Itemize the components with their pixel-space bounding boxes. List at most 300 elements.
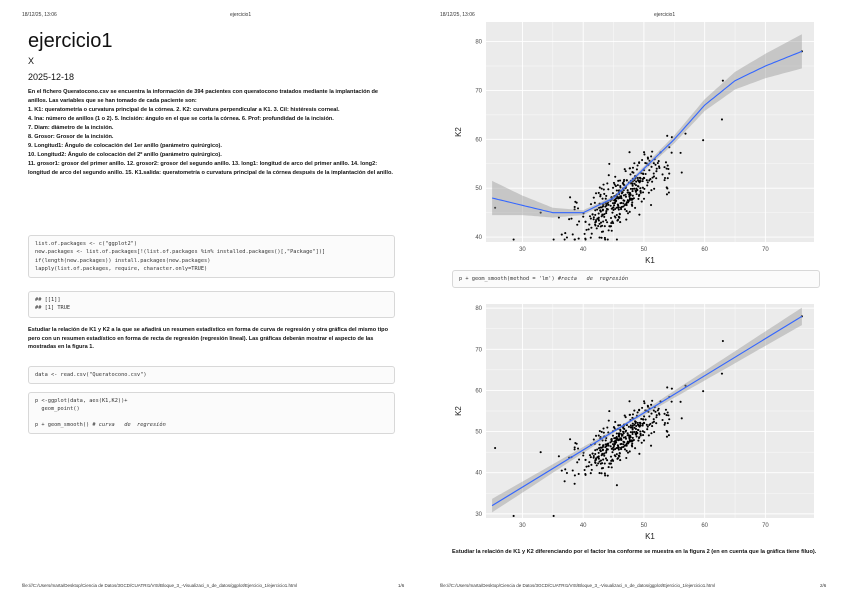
data-point — [612, 202, 614, 204]
data-point — [643, 198, 645, 200]
data-point — [612, 209, 614, 211]
data-point — [624, 168, 626, 170]
data-point — [632, 167, 634, 169]
data-point — [638, 409, 640, 411]
data-point — [614, 454, 616, 456]
data-point — [590, 227, 592, 229]
data-point — [629, 450, 631, 452]
data-point — [599, 237, 601, 239]
data-point — [668, 173, 670, 175]
data-point — [623, 194, 625, 196]
data-point — [604, 237, 606, 239]
data-point — [628, 151, 630, 153]
data-point — [584, 221, 586, 223]
data-point — [618, 209, 620, 211]
data-point — [637, 440, 639, 442]
data-point — [614, 202, 616, 204]
data-point — [648, 434, 650, 436]
data-point — [653, 172, 655, 174]
data-point — [605, 451, 607, 453]
data-point — [590, 456, 592, 458]
data-point — [653, 431, 655, 433]
data-point — [553, 515, 555, 517]
data-point — [648, 169, 650, 171]
x-tick-label: 50 — [640, 523, 648, 529]
x-tick-label: 60 — [701, 523, 709, 529]
data-point — [667, 165, 669, 167]
data-point — [623, 179, 625, 181]
data-point — [574, 448, 576, 450]
data-point — [721, 373, 723, 375]
data-point — [642, 425, 644, 427]
data-point — [585, 466, 587, 468]
data-point — [619, 432, 621, 434]
data-point — [658, 160, 660, 162]
data-point — [627, 212, 629, 214]
data-point — [561, 234, 563, 236]
data-point — [595, 219, 597, 221]
data-point — [610, 460, 612, 462]
data-point — [647, 156, 649, 158]
data-point — [616, 458, 618, 460]
data-point — [591, 469, 593, 471]
code-line: p + geom_smooth(method = 'lm') — [459, 276, 558, 282]
data-point — [578, 473, 580, 475]
intro-paragraph: 11. grosor1: grosor del primer anillo. 12. grosor2: grosor del segundo anillo. 13. long1: longitud de arco del primer anillo. 14. long2: longitud de arco del segundo anillo. 15. K1.salida: queratometría o curvatura principal de la córnea después de la implantación del anillo. — [28, 161, 393, 176]
data-point — [613, 204, 615, 206]
data-point — [623, 432, 625, 434]
data-point — [636, 189, 638, 191]
data-point — [601, 214, 603, 216]
data-point — [641, 407, 643, 409]
data-point — [612, 222, 614, 224]
data-point — [638, 161, 640, 163]
x-tick-label: 40 — [579, 247, 587, 253]
data-point — [599, 472, 601, 474]
data-point — [577, 207, 579, 209]
data-point — [584, 233, 586, 235]
data-point — [617, 180, 619, 182]
figure-caption: Estudiar la relación de K1 y K2 diferenciando por el factor Ina conforme se muestra en la figura 2 (en en cuenta que la gráfica tiene filuo). — [452, 549, 817, 555]
y-tick-label: 70 — [475, 347, 482, 354]
data-point — [599, 187, 601, 189]
data-point — [593, 216, 595, 218]
code-line: data <- read.csv("Queratocono.csv") — [35, 372, 147, 378]
data-point — [641, 201, 643, 203]
data-point — [626, 445, 628, 447]
data-point — [643, 151, 645, 153]
data-point — [588, 465, 590, 467]
data-point — [619, 213, 621, 215]
data-point — [626, 201, 628, 203]
data-point — [663, 413, 665, 415]
data-point — [650, 204, 652, 206]
data-point — [604, 462, 606, 464]
data-point — [632, 172, 634, 174]
data-point — [592, 213, 594, 215]
intro-paragraph: 4. Ina: número de anillos (1 o 2). 5. Incisión: ángulo en el que se corta la córnea. 6. Prof: profundidad de la incisión. — [28, 115, 334, 122]
data-point — [721, 118, 723, 120]
data-point — [513, 239, 515, 241]
data-point — [601, 431, 603, 433]
data-point — [680, 152, 682, 154]
intro-paragraph: 9. Longitud1: Ángulo de colocación del 1er anillo (parámetro quirúrgico). — [28, 143, 222, 150]
data-point — [626, 204, 628, 206]
data-point — [595, 457, 597, 459]
data-point — [625, 416, 627, 418]
data-point — [650, 432, 652, 434]
data-point — [574, 201, 576, 203]
data-point — [653, 418, 655, 420]
data-point — [576, 461, 578, 463]
data-point — [667, 177, 669, 179]
data-point — [625, 196, 627, 198]
data-point — [590, 218, 592, 220]
data-point — [595, 192, 597, 194]
y-tick-label: 40 — [475, 470, 482, 477]
x-tick-label: 60 — [701, 247, 709, 253]
scatter-plot-linear — [452, 300, 820, 542]
data-point — [666, 168, 668, 170]
data-point — [622, 182, 624, 184]
data-point — [599, 209, 601, 211]
data-point — [584, 238, 586, 240]
data-point — [608, 225, 610, 227]
data-point — [643, 422, 645, 424]
data-point — [722, 340, 724, 342]
data-point — [664, 177, 666, 179]
data-point — [633, 439, 635, 441]
data-point — [601, 453, 603, 455]
data-point — [658, 165, 660, 167]
data-point — [644, 162, 646, 164]
data-point — [646, 428, 648, 430]
data-point — [610, 456, 612, 458]
data-point — [584, 469, 586, 471]
data-point — [605, 205, 607, 207]
data-point — [681, 171, 683, 173]
data-point — [702, 139, 704, 141]
data-point — [599, 223, 601, 225]
data-point — [618, 455, 620, 457]
data-point — [590, 472, 592, 474]
data-point — [638, 436, 640, 438]
data-point — [596, 464, 598, 466]
code-line: geom_point() — [35, 406, 80, 413]
print-header-date: 18/12/25, 13:06 — [22, 12, 57, 18]
data-point — [607, 475, 609, 477]
data-point — [604, 472, 606, 474]
data-point — [666, 414, 668, 416]
data-point — [626, 450, 628, 452]
data-point — [650, 166, 652, 168]
data-point — [661, 419, 663, 421]
data-point — [613, 182, 615, 184]
data-point — [655, 422, 657, 424]
data-point — [648, 415, 650, 417]
data-point — [594, 202, 596, 204]
data-point — [600, 463, 602, 465]
data-point — [594, 214, 596, 216]
data-point — [671, 388, 673, 390]
intro-paragraph: 8. Grosor: Grosor de la incisión. — [28, 133, 114, 140]
data-point — [666, 386, 668, 388]
data-point — [632, 428, 634, 430]
data-point — [651, 181, 653, 183]
data-point — [668, 191, 670, 193]
data-point — [596, 448, 598, 450]
data-point — [631, 201, 633, 203]
data-point — [650, 413, 652, 415]
data-point — [610, 217, 612, 219]
data-point — [637, 411, 639, 413]
data-point — [661, 173, 663, 175]
data-point — [617, 184, 619, 186]
data-point — [589, 215, 591, 217]
output-line: ## [[1]] — [35, 297, 61, 303]
data-point — [640, 178, 642, 180]
y-tick-label: 80 — [475, 39, 482, 46]
data-point — [574, 239, 576, 241]
intro-paragraph: 10. Longitud2: Ángulo de colocación del 2º anillo (parámetro quirúrgico). — [28, 152, 222, 159]
data-point — [574, 206, 576, 208]
code-output-block — [28, 291, 395, 318]
print-header-title: ejercicio1 — [230, 12, 252, 18]
data-point — [633, 410, 635, 412]
data-point — [655, 416, 657, 418]
data-point — [584, 473, 586, 475]
data-point — [722, 80, 724, 82]
data-point — [607, 239, 609, 241]
data-point — [654, 164, 656, 166]
data-point — [566, 472, 568, 474]
intro-paragraph: En el fichero Queratocono.csv se encuentra la información de 394 pacientes con queratocono tratados mediante la implantación de anillos. Las variables que se han tomado de cada paciente son: — [28, 89, 379, 104]
data-point — [612, 449, 614, 451]
data-point — [613, 441, 615, 443]
data-point — [601, 188, 603, 190]
y-tick-label: 40 — [475, 235, 482, 242]
data-point — [631, 442, 633, 444]
y-axis-title: K2 — [454, 127, 463, 137]
data-point — [655, 177, 657, 179]
data-point — [608, 462, 610, 464]
data-point — [643, 439, 645, 441]
data-point — [602, 205, 604, 207]
data-point — [657, 162, 659, 164]
data-point — [643, 188, 645, 190]
data-point — [610, 445, 612, 447]
data-point — [607, 448, 609, 450]
y-tick-label: 60 — [475, 137, 482, 144]
data-point — [608, 410, 610, 412]
data-point — [600, 225, 602, 227]
data-point — [680, 401, 682, 403]
data-point — [593, 457, 595, 459]
data-point — [574, 446, 576, 448]
data-point — [594, 453, 596, 455]
data-point — [578, 458, 580, 460]
data-point — [606, 221, 608, 223]
data-point — [617, 204, 619, 206]
data-point — [578, 220, 580, 222]
data-point — [638, 425, 640, 427]
data-point — [632, 423, 634, 425]
data-point — [633, 427, 635, 429]
data-point — [638, 453, 640, 455]
y-tick-label: 70 — [475, 88, 482, 95]
data-point — [637, 429, 639, 431]
data-point — [627, 432, 629, 434]
data-point — [658, 412, 660, 414]
data-point — [598, 458, 600, 460]
data-point — [635, 421, 637, 423]
data-point — [640, 418, 642, 420]
data-point — [639, 431, 641, 433]
print-header-title: ejercicio1 — [654, 12, 676, 18]
data-point — [664, 424, 666, 426]
data-point — [611, 207, 613, 209]
data-point — [599, 430, 601, 432]
data-point — [627, 189, 629, 191]
data-point — [666, 193, 668, 195]
data-point — [590, 237, 592, 239]
data-point — [605, 219, 607, 221]
data-point — [626, 210, 628, 212]
data-point — [646, 184, 648, 186]
data-point — [611, 212, 613, 214]
intro-paragraph: 7. Diam: diámetro de la incisión. — [28, 124, 114, 131]
data-point — [605, 439, 607, 441]
data-point — [597, 225, 599, 227]
data-point — [630, 424, 632, 426]
print-footer-page: 1/6 — [398, 583, 405, 588]
data-point — [647, 181, 649, 183]
data-point — [591, 233, 593, 235]
data-point — [594, 449, 596, 451]
data-point — [590, 464, 592, 466]
data-point — [625, 170, 627, 172]
data-point — [629, 167, 631, 169]
data-point — [621, 446, 623, 448]
data-point — [615, 441, 617, 443]
code-block-read — [28, 366, 395, 384]
data-point — [608, 229, 610, 231]
data-point — [616, 220, 618, 222]
data-point — [626, 442, 628, 444]
data-point — [588, 224, 590, 226]
y-tick-label: 50 — [475, 186, 482, 193]
data-point — [602, 220, 604, 222]
data-point — [632, 437, 634, 439]
data-point — [585, 229, 587, 231]
data-point — [604, 474, 606, 476]
data-point — [612, 192, 614, 194]
data-point — [666, 430, 668, 432]
data-point — [671, 152, 673, 154]
data-point — [636, 193, 638, 195]
data-point — [574, 483, 576, 485]
data-point — [558, 455, 560, 457]
data-point — [605, 210, 607, 212]
data-point — [643, 431, 645, 433]
code-line: if(length(new.packages)) install.packages(new.packages) — [35, 257, 211, 264]
data-point — [641, 442, 643, 444]
data-point — [572, 233, 574, 235]
data-point — [643, 402, 645, 404]
data-point — [647, 405, 649, 407]
data-point — [637, 185, 639, 187]
print-footer-page: 2/6 — [820, 583, 827, 588]
y-axis-title: K2 — [454, 406, 463, 416]
data-point — [637, 164, 639, 166]
data-point — [650, 445, 652, 447]
data-point — [603, 432, 605, 434]
data-point — [598, 213, 600, 215]
data-point — [589, 454, 591, 456]
data-point — [628, 196, 630, 198]
data-point — [494, 447, 496, 449]
data-point — [606, 182, 608, 184]
data-point — [608, 163, 610, 165]
data-point — [667, 422, 669, 424]
data-point — [620, 208, 622, 210]
data-point — [627, 452, 629, 454]
data-point — [637, 422, 639, 424]
data-point — [641, 159, 643, 161]
data-point — [631, 190, 633, 192]
data-point — [636, 432, 638, 434]
data-point — [623, 200, 625, 202]
data-point — [631, 445, 633, 447]
data-point — [617, 207, 619, 209]
data-point — [664, 179, 666, 181]
data-point — [667, 168, 669, 170]
data-point — [611, 230, 613, 232]
data-point — [632, 185, 634, 187]
data-point — [619, 459, 621, 461]
code-block-install — [28, 235, 395, 278]
data-point — [642, 180, 644, 182]
data-point — [602, 230, 604, 232]
data-point — [599, 447, 601, 449]
data-point — [668, 434, 670, 436]
data-point — [602, 209, 604, 211]
data-point — [553, 239, 555, 241]
data-point — [608, 420, 610, 422]
data-point — [628, 426, 630, 428]
data-point — [582, 454, 584, 456]
code-line: p <-ggplot(data, aes(K1,K2))+ — [35, 398, 128, 404]
data-point — [599, 461, 601, 463]
data-point — [646, 179, 648, 181]
data-point — [627, 192, 629, 194]
data-point — [631, 205, 633, 207]
data-point — [649, 423, 651, 425]
data-point — [642, 434, 644, 436]
data-point — [620, 195, 622, 197]
data-point — [643, 400, 645, 402]
data-point — [630, 439, 632, 441]
data-point — [651, 400, 653, 402]
data-point — [602, 428, 604, 430]
data-point — [667, 411, 669, 413]
data-point — [604, 225, 606, 227]
data-point — [653, 188, 655, 190]
y-tick-label: 60 — [475, 388, 482, 395]
data-point — [619, 185, 621, 187]
print-footer-path: file:///C:/Users/marta/Desktop/Ciencia de Datos/3GCD/CUATRI1/VIS/Bloque_3_-Visualizaci_n_de_datos/ggplot/Ejercicio_1/ejercicio1.html — [440, 583, 715, 588]
data-point — [617, 424, 619, 426]
